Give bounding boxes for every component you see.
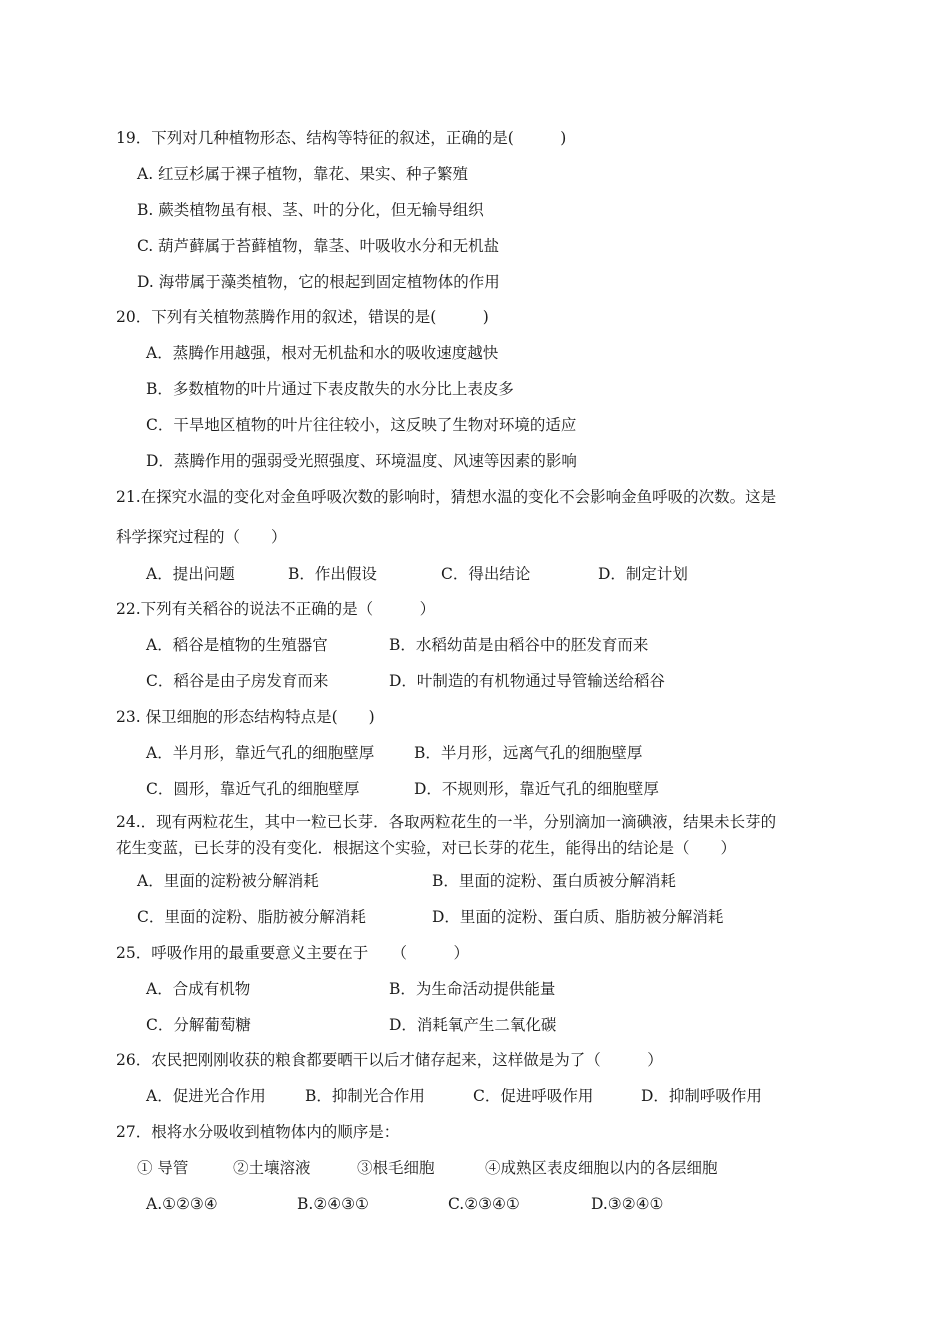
question-23-option-d: D．不规则形，靠近气孔的细胞壁厚 [414,780,659,798]
question-20-option-c: C．干旱地区植物的叶片往往较小，这反映了生物对环境的适应 [146,416,577,434]
question-26-option-b: B．抑制光合作用 [305,1087,425,1105]
question-24-stem: 24.．现有两粒花生，其中一粒已长芽．各取两粒花生的一半，分别滴加一滴碘液，结果未长芽的 [116,813,777,831]
question-26-option-a: A．促进光合作用 [146,1087,266,1105]
question-27-item-3: ③根毛细胞 [357,1159,435,1177]
question-27-option-d: D.③②④① [591,1195,664,1213]
question-20-option-b: B．多数植物的叶片通过下表皮散失的水分比上表皮多 [146,380,514,398]
question-19-stem: 19．下列对几种植物形态、结构等特征的叙述，正确的是( ) [116,129,567,147]
question-22-option-b: B．水稻幼苗是由稻谷中的胚发育而来 [389,636,649,654]
question-27-item-2: ②土壤溶液 [233,1159,311,1177]
question-21-option-d: D．制定计划 [598,565,688,583]
question-21-stem: 21.在探究水温的变化对金鱼呼吸次数的影响时，猜想水温的变化不会影响金鱼呼吸的次数。这是 [116,488,777,506]
question-26-option-d: D．抑制呼吸作用 [641,1087,762,1105]
question-24-option-b: B．里面的淀粉、蛋白质被分解消耗 [432,872,676,890]
question-22-option-c: C．稻谷是由子房发育而来 [146,672,329,690]
question-20-stem: 20．下列有关植物蒸腾作用的叙述，错误的是( ) [116,308,489,326]
question-24-stem-continued: 花生变蓝，已长芽的没有变化．根据这个实验，对已长芽的花生，能得出的结论是（ ） [116,839,737,857]
question-21-option-c: C．得出结论 [441,565,531,583]
question-21-stem-continued: 科学探究过程的（ ） [116,528,287,546]
question-27-option-a: A.①②③④ [146,1195,218,1213]
question-25-option-a: A．合成有机物 [146,980,251,998]
question-21-option-b: B．作出假设 [288,565,377,583]
question-26-option-c: C．促进呼吸作用 [473,1087,594,1105]
question-19-option-a: A. 红豆杉属于裸子植物，靠花、果实、种子繁殖 [137,165,469,183]
question-25-option-c: C．分解葡萄糖 [146,1016,251,1034]
question-19-option-b: B. 蕨类植物虽有根、茎、叶的分化，但无输导组织 [137,201,484,219]
question-25-option-d: D．消耗氧产生二氧化碳 [389,1016,557,1034]
question-27-item-1: ① 导管 [137,1159,189,1177]
question-27-item-4: ④成熟区表皮细胞以内的各层细胞 [485,1159,718,1177]
question-22-stem: 22.下列有关稻谷的说法不正确的是（ ） [116,600,436,618]
question-21-option-a: A．提出问题 [146,565,235,583]
question-22-option-a: A．稻谷是植物的生殖器官 [146,636,328,654]
question-25-option-b: B．为生命活动提供能量 [389,980,556,998]
question-20-option-a: A．蒸腾作用越强，根对无机盐和水的吸收速度越快 [146,344,499,362]
question-19-option-d: D. 海带属于藻类植物，它的根起到固定植物体的作用 [137,273,500,291]
question-26-stem: 26．农民把刚刚收获的粮食都要晒干以后才储存起来，这样做是为了（ ） [116,1051,663,1069]
question-27-option-c: C.②③④① [448,1195,520,1213]
question-27-option-b: B.②④③① [297,1195,369,1213]
question-24-option-d: D．里面的淀粉、蛋白质、脂肪被分解消耗 [432,908,724,926]
question-23-stem: 23. 保卫细胞的形态结构特点是( ) [116,708,375,726]
question-23-option-b: B．半月形，远离气孔的细胞壁厚 [414,744,643,762]
question-23-option-c: C．圆形，靠近气孔的细胞壁厚 [146,780,360,798]
question-23-option-a: A．半月形，靠近气孔的细胞壁厚 [146,744,375,762]
question-20-option-d: D．蒸腾作用的强弱受光照强度、环境温度、风速等因素的影响 [146,452,577,470]
question-24-option-c: C．里面的淀粉、脂肪被分解消耗 [137,908,366,926]
question-25-stem: 25．呼吸作用的最重要意义主要在于 （ ） [116,944,469,962]
question-27-stem: 27．根将水分吸收到植物体内的顺序是： [116,1123,400,1141]
question-24-option-a: A．里面的淀粉被分解消耗 [137,872,319,890]
question-22-option-d: D．叶制造的有机物通过导管输送给稻谷 [389,672,665,690]
question-19-option-c: C. 葫芦藓属于苔藓植物，靠茎、叶吸收水分和无机盐 [137,237,500,255]
